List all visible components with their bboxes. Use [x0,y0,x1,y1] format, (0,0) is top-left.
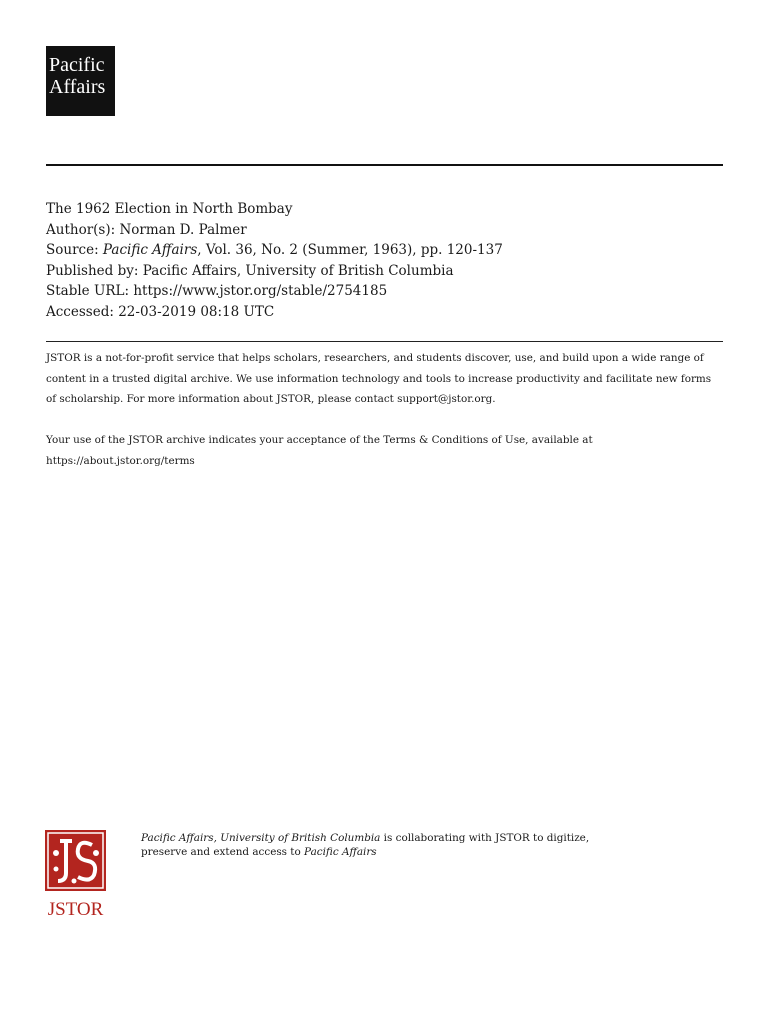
collab-text-2: preserve and extend access to [141,845,305,858]
author-line [46,220,723,241]
pacific-affairs-logo [46,46,115,116]
source-journal: Pacific Affairs [102,242,198,258]
accessed-date: 22-03-2019 08:18 UTC [118,303,275,320]
publisher-label: Published by: [46,262,139,279]
logo-line-2: Affairs [49,76,106,98]
terms-notice [46,430,723,471]
jstor-wordmark: JSTOR [47,899,104,919]
author-name: Norman D. Palmer [119,221,247,238]
middle-divider [46,341,723,342]
source-label: Source: [46,242,99,258]
jstor-emblem-ornament-1 [53,850,59,856]
source-line [46,240,723,261]
jstor-emblem-icon [44,829,107,919]
jstor-logo [44,829,107,919]
jstor-service-notice: JSTOR is a not-for-profit service that helps scholars, researchers, and students discover, use, and build upon a wide range of content in a trusted digital archive. We use information technology and tools to increase productivity and facilitate new forms of scholarship. For more information about JSTOR, please contact support@jstor.org. [46,352,712,405]
collaboration-statement [141,832,721,859]
collab-journal: Pacific Affairs [304,845,377,858]
jstor-emblem-ornament-3 [54,867,59,872]
jstor-emblem-ornament-4 [72,879,77,884]
jstor-emblem-ornament-2 [93,850,99,856]
publisher-line [46,261,723,282]
publisher-name: Pacific Affairs, University of British Columbia [142,262,454,279]
collab-text: is collaborating with JSTOR to digitize, [380,832,590,844]
source-details: , Vol. 36, No. 2 (Summer, 1963), pp. 120-137 [197,242,503,258]
accessed-line [46,302,723,323]
stable-url-link[interactable]: https://www.jstor.org/stable/2754185 [133,283,388,299]
article-title: The 1962 Election in North Bombay [46,201,293,217]
accessed-label: Accessed: [46,303,114,320]
top-divider [46,164,723,166]
author-label: Author(s): [46,221,116,238]
logo-line-1: Pacific [49,54,105,76]
stable-url-label: Stable URL: [46,283,130,299]
terms-link[interactable]: https://about.jstor.org/terms [46,454,195,467]
terms-text: Your use of the JSTOR archive indicates your acceptance of the Terms & Conditions of Use, available at [46,434,593,446]
stable-url-line [46,281,723,302]
collab-publisher: Pacific Affairs, University of British Columbia [141,832,381,844]
citation-block [46,199,723,322]
